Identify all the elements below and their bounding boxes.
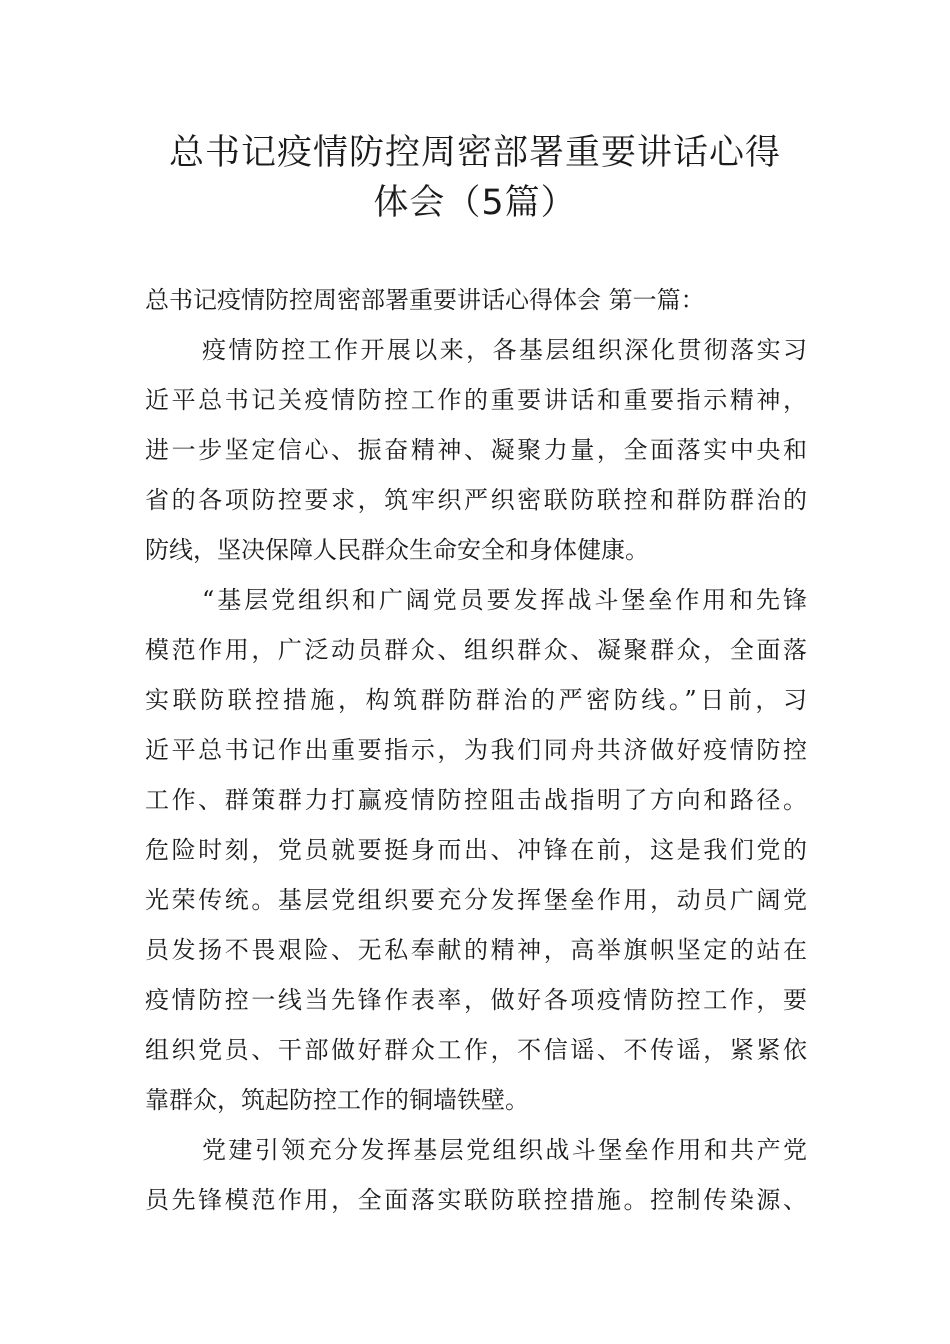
paragraph-2-line: 员发扬不畏艰险、无私奉献的精神，高举旗帜坚定的站在 <box>145 936 807 964</box>
paragraph-1-line: 省的各项防控要求，筑牢织严织密联防联控和群防群治的 <box>145 486 807 514</box>
document-title-line-2: 体会（5篇） <box>373 183 577 223</box>
paragraph-3-line: 员先锋模范作用，全面落实联防联控措施。控制传染源、 <box>145 1186 807 1214</box>
paragraph-2-line: 疫情防控一线当先锋作表率，做好各项疫情防控工作，要 <box>145 986 807 1014</box>
paragraph-2-line: 近平总书记作出重要指示，为我们同舟共济做好疫情防控 <box>145 736 807 764</box>
section-heading: 总书记疫情防控周密部署重要讲话心得体会 第一篇： <box>145 286 705 314</box>
paragraph-2-line: 光荣传统。基层党组织要充分发挥堡垒作用，动员广阔党 <box>145 886 807 914</box>
paragraph-1-line: 进一步坚定信心、振奋精神、凝聚力量，全面落实中央和 <box>145 436 807 464</box>
paragraph-3-line: 党建引领充分发挥基层党组织战斗堡垒作用和共产党 <box>202 1136 807 1164</box>
paragraph-1-line: 防线，坚决保障人民群众生命安全和身体健康。 <box>145 536 649 564</box>
paragraph-2-line: 危险时刻，党员就要挺身而出、冲锋在前，这是我们党的 <box>145 836 807 864</box>
paragraph-1-line: 疫情防控工作开展以来，各基层组织深化贯彻落实习 <box>202 336 807 364</box>
paragraph-2-line: 实联防联控措施，构筑群防群治的严密防线。”日前，习 <box>145 686 807 714</box>
paragraph-2-line: 模范作用，广泛动员群众、组织群众、凝聚群众，全面落 <box>145 636 807 664</box>
paragraph-2-line: 组织党员、干部做好群众工作，不信谣、不传谣，紧紧依 <box>145 1036 807 1064</box>
document-title-line-1: 总书记疫情防控周密部署重要讲话心得 <box>168 133 781 173</box>
paragraph-2-line: 靠群众，筑起防控工作的铜墙铁壁。 <box>145 1086 529 1114</box>
paragraph-2-line: “基层党组织和广阔党员要发挥战斗堡垒作用和先锋 <box>202 586 807 614</box>
paragraph-2-line: 工作、群策群力打赢疫情防控阻击战指明了方向和路径。 <box>145 786 807 814</box>
paragraph-1-line: 近平总书记关疫情防控工作的重要讲话和重要指示精神， <box>145 386 807 414</box>
